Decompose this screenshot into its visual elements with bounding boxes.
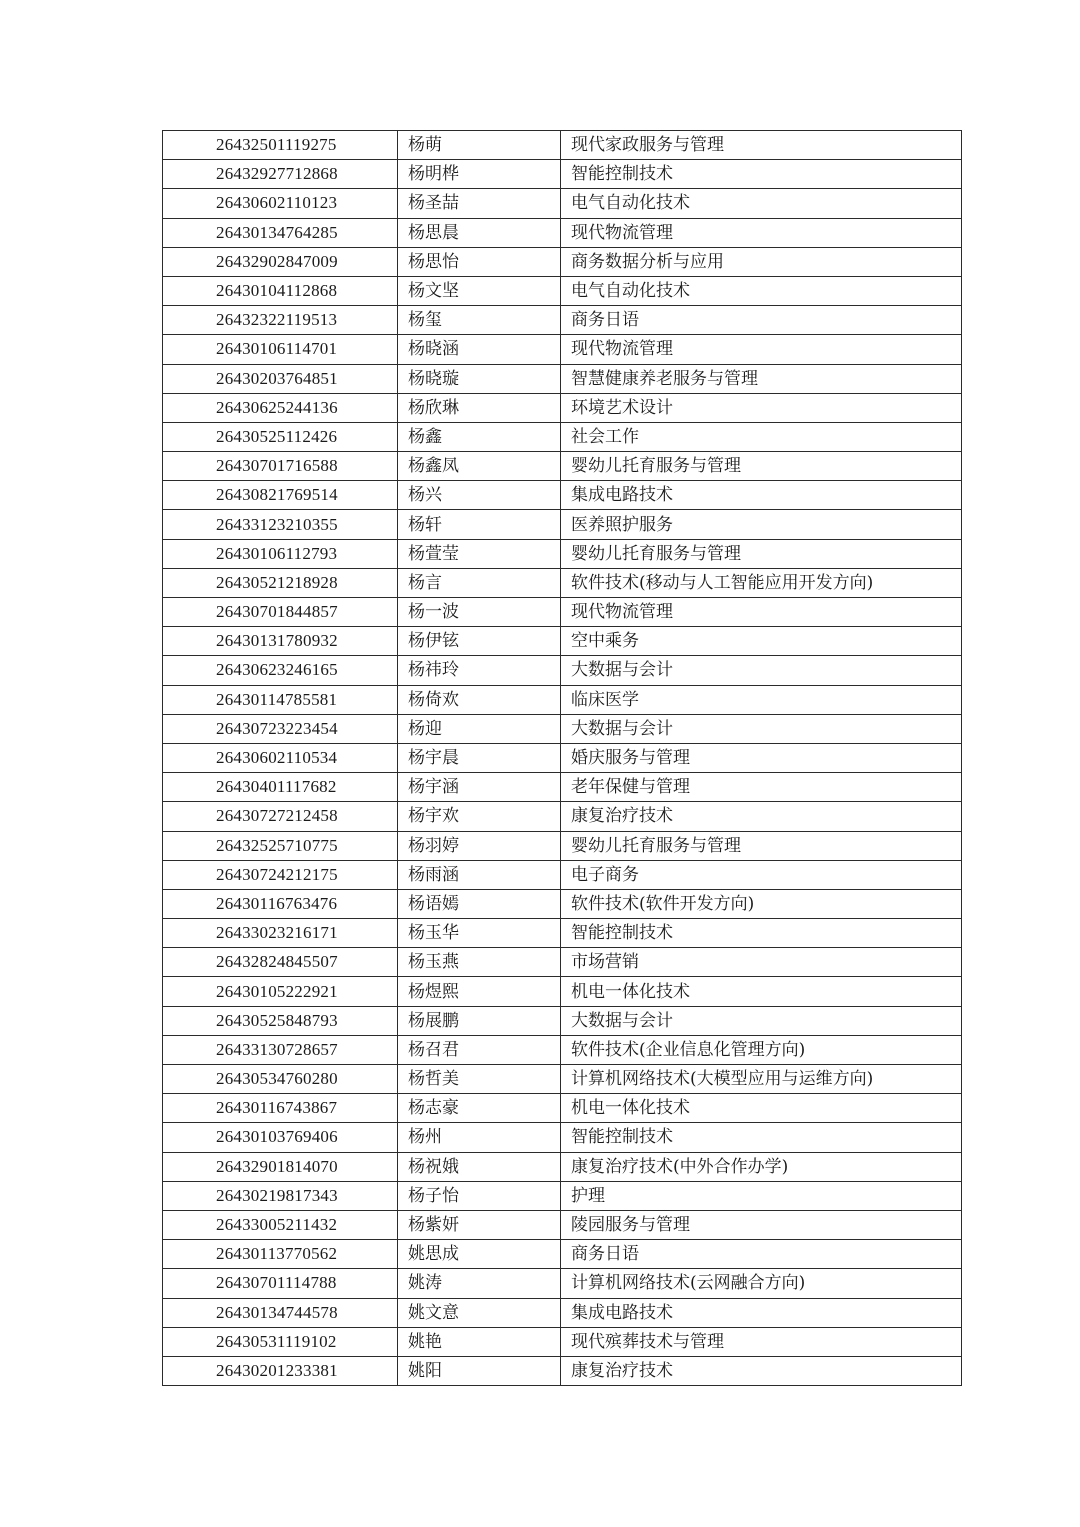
exam-id-cell: 26430525848793 xyxy=(163,1006,398,1035)
student-name-cell: 杨宇涵 xyxy=(398,773,561,802)
major-cell: 电气自动化技术 xyxy=(561,189,962,218)
major-cell: 现代物流管理 xyxy=(561,598,962,627)
table-row xyxy=(163,1152,962,1181)
table-row xyxy=(163,948,962,977)
table-row xyxy=(163,306,962,335)
student-name-cell: 杨雨涵 xyxy=(398,860,561,889)
student-name-cell: 杨玉华 xyxy=(398,919,561,948)
major-cell: 空中乘务 xyxy=(561,627,962,656)
major-cell: 现代家政服务与管理 xyxy=(561,131,962,160)
student-name-cell: 姚涛 xyxy=(398,1269,561,1298)
exam-id-cell: 26433005211432 xyxy=(163,1210,398,1239)
table-row xyxy=(163,1094,962,1123)
exam-id-cell: 26430534760280 xyxy=(163,1065,398,1094)
exam-id-cell: 26430113770562 xyxy=(163,1240,398,1269)
table-row xyxy=(163,189,962,218)
student-name-cell: 杨子怡 xyxy=(398,1181,561,1210)
student-name-cell: 杨轩 xyxy=(398,510,561,539)
major-cell: 商务日语 xyxy=(561,306,962,335)
exam-id-cell: 26430401117682 xyxy=(163,773,398,802)
table-row xyxy=(163,452,962,481)
major-cell: 智能控制技术 xyxy=(561,160,962,189)
exam-id-cell: 26432525710775 xyxy=(163,831,398,860)
exam-id-cell: 26433130728657 xyxy=(163,1035,398,1064)
major-cell: 机电一体化技术 xyxy=(561,977,962,1006)
major-cell: 智能控制技术 xyxy=(561,919,962,948)
student-name-cell: 杨萌 xyxy=(398,131,561,160)
major-cell: 现代物流管理 xyxy=(561,335,962,364)
table-row xyxy=(163,276,962,305)
major-cell: 现代物流管理 xyxy=(561,218,962,247)
exam-id-cell: 26430116763476 xyxy=(163,889,398,918)
table-row xyxy=(163,247,962,276)
student-name-cell: 杨州 xyxy=(398,1123,561,1152)
student-name-cell: 杨思晨 xyxy=(398,218,561,247)
exam-id-cell: 26430727212458 xyxy=(163,802,398,831)
table-row xyxy=(163,568,962,597)
exam-id-cell: 26432902847009 xyxy=(163,247,398,276)
exam-id-cell: 26430602110123 xyxy=(163,189,398,218)
student-name-cell: 杨紫妍 xyxy=(398,1210,561,1239)
table-row xyxy=(163,1298,962,1327)
exam-id-cell: 26430723223454 xyxy=(163,714,398,743)
table-row xyxy=(163,131,962,160)
exam-id-cell: 26430821769514 xyxy=(163,481,398,510)
table-row xyxy=(163,1327,962,1356)
major-cell: 康复治疗技术 xyxy=(561,1356,962,1385)
table-row xyxy=(163,1356,962,1385)
exam-id-cell: 26432927712868 xyxy=(163,160,398,189)
table-row xyxy=(163,1210,962,1239)
student-name-cell: 姚艳 xyxy=(398,1327,561,1356)
student-name-cell: 杨宇晨 xyxy=(398,743,561,772)
student-name-cell: 杨一波 xyxy=(398,598,561,627)
exam-id-cell: 26430724212175 xyxy=(163,860,398,889)
student-name-cell: 杨煜熙 xyxy=(398,977,561,1006)
major-cell: 婴幼儿托育服务与管理 xyxy=(561,452,962,481)
major-cell: 软件技术(企业信息化管理方向) xyxy=(561,1035,962,1064)
major-cell: 康复治疗技术 xyxy=(561,802,962,831)
major-cell: 集成电路技术 xyxy=(561,481,962,510)
exam-id-cell: 26432901814070 xyxy=(163,1152,398,1181)
table-row xyxy=(163,598,962,627)
table-row xyxy=(163,1240,962,1269)
major-cell: 电气自动化技术 xyxy=(561,276,962,305)
major-cell: 老年保健与管理 xyxy=(561,773,962,802)
student-name-cell: 杨思怡 xyxy=(398,247,561,276)
student-name-cell: 杨圣喆 xyxy=(398,189,561,218)
major-cell: 婴幼儿托育服务与管理 xyxy=(561,831,962,860)
exam-id-cell: 26430105222921 xyxy=(163,977,398,1006)
exam-id-cell: 26430701114788 xyxy=(163,1269,398,1298)
student-name-cell: 杨玺 xyxy=(398,306,561,335)
student-name-cell: 姚思成 xyxy=(398,1240,561,1269)
table-row xyxy=(163,393,962,422)
table-row xyxy=(163,685,962,714)
major-cell: 市场营销 xyxy=(561,948,962,977)
major-cell: 电子商务 xyxy=(561,860,962,889)
exam-id-cell: 26433123210355 xyxy=(163,510,398,539)
table-row xyxy=(163,889,962,918)
exam-id-cell: 26430219817343 xyxy=(163,1181,398,1210)
document-page xyxy=(162,130,961,1386)
student-name-cell: 姚阳 xyxy=(398,1356,561,1385)
major-cell: 现代殡葬技术与管理 xyxy=(561,1327,962,1356)
student-name-cell: 杨鑫凤 xyxy=(398,452,561,481)
major-cell: 智慧健康养老服务与管理 xyxy=(561,364,962,393)
major-cell: 陵园服务与管理 xyxy=(561,1210,962,1239)
table-row xyxy=(163,481,962,510)
table-row xyxy=(163,218,962,247)
exam-id-cell: 26432322119513 xyxy=(163,306,398,335)
major-cell: 医养照护服务 xyxy=(561,510,962,539)
exam-id-cell: 26430116743867 xyxy=(163,1094,398,1123)
table-row xyxy=(163,364,962,393)
major-cell: 社会工作 xyxy=(561,422,962,451)
exam-id-cell: 26430114785581 xyxy=(163,685,398,714)
exam-id-cell: 26430131780932 xyxy=(163,627,398,656)
major-cell: 环境艺术设计 xyxy=(561,393,962,422)
student-name-cell: 杨文坚 xyxy=(398,276,561,305)
exam-id-cell: 26430106112793 xyxy=(163,539,398,568)
table-row xyxy=(163,656,962,685)
student-name-cell: 姚文意 xyxy=(398,1298,561,1327)
exam-id-cell: 26430104112868 xyxy=(163,276,398,305)
major-cell: 计算机网络技术(云网融合方向) xyxy=(561,1269,962,1298)
table-row xyxy=(163,422,962,451)
student-name-cell: 杨玉燕 xyxy=(398,948,561,977)
student-name-cell: 杨晓涵 xyxy=(398,335,561,364)
exam-id-cell: 26430203764851 xyxy=(163,364,398,393)
student-name-cell: 杨鑫 xyxy=(398,422,561,451)
table-row xyxy=(163,1181,962,1210)
student-name-cell: 杨祝娥 xyxy=(398,1152,561,1181)
table-row xyxy=(163,1065,962,1094)
exam-id-cell: 26430531119102 xyxy=(163,1327,398,1356)
student-name-cell: 杨明桦 xyxy=(398,160,561,189)
table-row xyxy=(163,977,962,1006)
table-row xyxy=(163,1006,962,1035)
table-row xyxy=(163,335,962,364)
table-row xyxy=(163,773,962,802)
table-row xyxy=(163,510,962,539)
student-name-cell: 杨哲美 xyxy=(398,1065,561,1094)
student-name-cell: 杨祎玲 xyxy=(398,656,561,685)
table-row xyxy=(163,627,962,656)
student-name-cell: 杨言 xyxy=(398,568,561,597)
major-cell: 集成电路技术 xyxy=(561,1298,962,1327)
exam-id-cell: 26430623246165 xyxy=(163,656,398,685)
student-name-cell: 杨召君 xyxy=(398,1035,561,1064)
student-name-cell: 杨宇欢 xyxy=(398,802,561,831)
admission-roster-table xyxy=(162,130,962,1386)
major-cell: 软件技术(软件开发方向) xyxy=(561,889,962,918)
exam-id-cell: 26430134744578 xyxy=(163,1298,398,1327)
exam-id-cell: 26430701844857 xyxy=(163,598,398,627)
major-cell: 临床医学 xyxy=(561,685,962,714)
major-cell: 智能控制技术 xyxy=(561,1123,962,1152)
table-row xyxy=(163,1035,962,1064)
exam-id-cell: 26432501119275 xyxy=(163,131,398,160)
major-cell: 商务日语 xyxy=(561,1240,962,1269)
student-name-cell: 杨迎 xyxy=(398,714,561,743)
major-cell: 康复治疗技术(中外合作办学) xyxy=(561,1152,962,1181)
table-row xyxy=(163,831,962,860)
exam-id-cell: 26430106114701 xyxy=(163,335,398,364)
table-row xyxy=(163,1123,962,1152)
student-name-cell: 杨语嫣 xyxy=(398,889,561,918)
table-row xyxy=(163,860,962,889)
student-name-cell: 杨伊铉 xyxy=(398,627,561,656)
exam-id-cell: 26430134764285 xyxy=(163,218,398,247)
exam-id-cell: 26430521218928 xyxy=(163,568,398,597)
major-cell: 大数据与会计 xyxy=(561,1006,962,1035)
table-row xyxy=(163,714,962,743)
student-name-cell: 杨兴 xyxy=(398,481,561,510)
major-cell: 大数据与会计 xyxy=(561,656,962,685)
exam-id-cell: 26430602110534 xyxy=(163,743,398,772)
major-cell: 机电一体化技术 xyxy=(561,1094,962,1123)
exam-id-cell: 26430201233381 xyxy=(163,1356,398,1385)
roster-table-body xyxy=(163,131,962,1386)
student-name-cell: 杨羽婷 xyxy=(398,831,561,860)
major-cell: 计算机网络技术(大模型应用与运维方向) xyxy=(561,1065,962,1094)
exam-id-cell: 26430701716588 xyxy=(163,452,398,481)
table-row xyxy=(163,919,962,948)
major-cell: 婴幼儿托育服务与管理 xyxy=(561,539,962,568)
table-row xyxy=(163,539,962,568)
student-name-cell: 杨展鹏 xyxy=(398,1006,561,1035)
exam-id-cell: 26430103769406 xyxy=(163,1123,398,1152)
major-cell: 护理 xyxy=(561,1181,962,1210)
student-name-cell: 杨志豪 xyxy=(398,1094,561,1123)
table-row xyxy=(163,1269,962,1298)
table-row xyxy=(163,160,962,189)
student-name-cell: 杨欣琳 xyxy=(398,393,561,422)
student-name-cell: 杨萱莹 xyxy=(398,539,561,568)
exam-id-cell: 26433023216171 xyxy=(163,919,398,948)
table-row xyxy=(163,743,962,772)
exam-id-cell: 26430525112426 xyxy=(163,422,398,451)
student-name-cell: 杨晓璇 xyxy=(398,364,561,393)
major-cell: 大数据与会计 xyxy=(561,714,962,743)
table-row xyxy=(163,802,962,831)
student-name-cell: 杨倚欢 xyxy=(398,685,561,714)
exam-id-cell: 26430625244136 xyxy=(163,393,398,422)
major-cell: 婚庆服务与管理 xyxy=(561,743,962,772)
major-cell: 商务数据分析与应用 xyxy=(561,247,962,276)
major-cell: 软件技术(移动与人工智能应用开发方向) xyxy=(561,568,962,597)
exam-id-cell: 26432824845507 xyxy=(163,948,398,977)
